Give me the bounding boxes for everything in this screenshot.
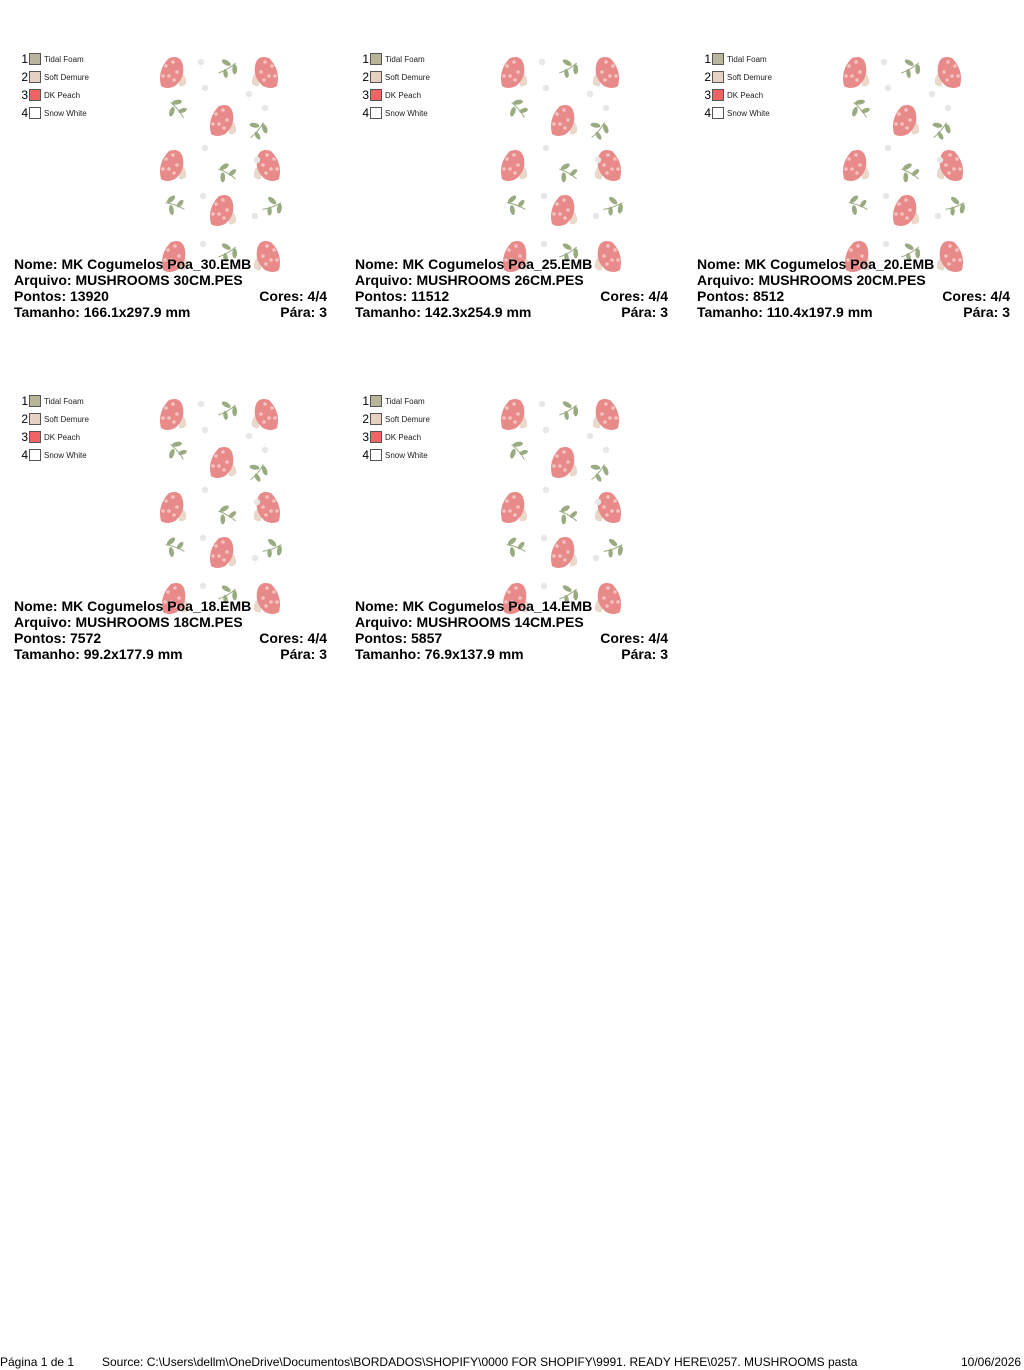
legend-row (361, 392, 430, 410)
color-name: Tidal Foam (385, 54, 425, 64)
leaf-sprig-icon (600, 192, 627, 219)
color-number: 2 (704, 70, 711, 84)
dot-icon (200, 535, 206, 541)
legend-row (361, 104, 430, 122)
mushroom-icon (254, 150, 280, 181)
color-name: DK Peach (385, 432, 422, 442)
color-number: 1 (21, 52, 28, 66)
dot-icon (935, 213, 941, 219)
color-count: Cores: 4/4 (942, 288, 1010, 304)
dot-icon (200, 241, 206, 247)
mushroom-icon (843, 57, 869, 88)
leaf-sprig-icon (584, 115, 613, 144)
color-swatch (712, 53, 724, 65)
color-name: Tidal Foam (44, 54, 84, 64)
dot-icon (202, 487, 208, 493)
color-number: 3 (21, 88, 28, 102)
color-swatch (370, 431, 382, 443)
design-name: Nome: MK Cogumelos Poa_30.EMB (14, 256, 252, 272)
stop-count: Pára: 3 (621, 646, 668, 662)
dot-icon (198, 401, 204, 407)
leaf-sprig-icon (844, 192, 871, 219)
color-name: Soft Demure (44, 414, 89, 424)
color-number: 2 (21, 412, 28, 426)
color-name: Tidal Foam (385, 396, 425, 406)
legend-row (20, 68, 89, 86)
color-number: 1 (704, 52, 711, 66)
legend-row (703, 50, 772, 68)
design-name: Nome: MK Cogumelos Poa_20.EMB (697, 256, 935, 272)
dot-icon (929, 91, 935, 97)
color-swatch (29, 449, 41, 461)
color-legend (20, 392, 89, 464)
mushroom-icon (210, 447, 236, 478)
legend-row (361, 446, 430, 464)
mushroom-icon (210, 195, 236, 226)
legend-row (20, 104, 89, 122)
leaf-sprig-icon (502, 534, 529, 561)
mushroom-icon (551, 195, 577, 226)
leaf-sprig-icon (926, 115, 955, 144)
mushroom-icon (210, 105, 236, 136)
mushroom-icon (893, 195, 919, 226)
design-file: Arquivo: MUSHROOMS 30CM.PES (14, 272, 243, 288)
design-card-3 (697, 24, 1012, 324)
dot-icon (541, 583, 547, 589)
dot-icon (543, 427, 549, 433)
design-card-5 (355, 366, 670, 666)
design-name: Nome: MK Cogumelos Poa_18.EMB (14, 598, 252, 614)
color-number: 4 (21, 106, 28, 120)
color-swatch (370, 89, 382, 101)
leaf-sprig-icon (213, 54, 241, 83)
color-swatch (29, 107, 41, 119)
mushroom-icon (501, 57, 527, 88)
legend-row (20, 410, 89, 428)
stop-count: Pára: 3 (621, 304, 668, 320)
dot-icon (539, 401, 545, 407)
legend-row (20, 50, 89, 68)
mushroom-icon (160, 57, 186, 88)
leaf-sprig-icon (896, 54, 924, 83)
leaf-sprig-icon (243, 457, 272, 486)
color-swatch (29, 53, 41, 65)
mushroom-icon (254, 492, 280, 523)
dot-icon (254, 157, 260, 163)
mushroom-icon (210, 537, 236, 568)
dot-icon (200, 193, 206, 199)
color-number: 4 (362, 448, 369, 462)
leaf-sprig-icon (243, 115, 272, 144)
color-name: Tidal Foam (44, 396, 84, 406)
design-info (697, 256, 1010, 320)
legend-row (361, 50, 430, 68)
mushroom-icon (551, 105, 577, 136)
design-name: Nome: MK Cogumelos Poa_25.EMB (355, 256, 593, 272)
mushroom-icon (551, 447, 577, 478)
color-number: 1 (362, 394, 369, 408)
color-name: Soft Demure (385, 414, 430, 424)
dot-icon (254, 499, 260, 505)
design-file: Arquivo: MUSHROOMS 18CM.PES (14, 614, 243, 630)
design-card-4 (14, 366, 329, 666)
color-swatch (370, 107, 382, 119)
design-file: Arquivo: MUSHROOMS 26CM.PES (355, 272, 584, 288)
dot-icon (541, 241, 547, 247)
dot-icon (883, 241, 889, 247)
leaf-sprig-icon (503, 437, 532, 466)
dot-icon (541, 193, 547, 199)
dot-icon (587, 91, 593, 97)
color-name: DK Peach (44, 90, 81, 100)
mushroom-icon (593, 399, 619, 430)
mushroom-icon (593, 57, 619, 88)
color-number: 4 (704, 106, 711, 120)
dot-icon (202, 85, 208, 91)
legend-row (703, 68, 772, 86)
leaf-sprig-icon (161, 534, 188, 561)
legend-row (361, 86, 430, 104)
dot-icon (252, 213, 258, 219)
mushroom-icon (843, 150, 869, 181)
mushroom-icon (937, 150, 963, 181)
dot-icon (202, 145, 208, 151)
dot-icon (603, 447, 609, 453)
color-count: Cores: 4/4 (259, 630, 327, 646)
print-date: 10/06/2026 (961, 1355, 1022, 1369)
mushroom-icon (160, 399, 186, 430)
mushroom-icon (595, 492, 621, 523)
color-number: 2 (362, 70, 369, 84)
dot-icon (246, 433, 252, 439)
design-file: Arquivo: MUSHROOMS 14CM.PES (355, 614, 584, 630)
mushroom-icon (935, 57, 961, 88)
design-info (14, 256, 327, 320)
dot-icon (198, 59, 204, 65)
color-swatch (712, 89, 724, 101)
leaf-sprig-icon (845, 95, 874, 124)
leaf-sprig-icon (162, 437, 191, 466)
color-name: Tidal Foam (727, 54, 767, 64)
leaf-sprig-icon (554, 502, 582, 531)
dot-icon (593, 213, 599, 219)
color-name: Snow White (385, 108, 428, 118)
color-number: 3 (704, 88, 711, 102)
leaf-sprig-icon (259, 534, 286, 561)
stop-count: Pára: 3 (280, 646, 327, 662)
leaf-sprig-icon (554, 396, 582, 425)
legend-row (20, 446, 89, 464)
leaf-sprig-icon (554, 54, 582, 83)
color-name: DK Peach (727, 90, 764, 100)
color-swatch (370, 395, 382, 407)
dot-icon (885, 85, 891, 91)
source-path: Source: C:\Users\dellm\OneDrive\Documentos\BORDADOS\SHOPIFY\0000 FOR SHOPIFY\9991. READY HERE\0257. MUSHROOMS pasta (102, 1355, 858, 1369)
color-number: 1 (362, 52, 369, 66)
color-name: Soft Demure (727, 72, 772, 82)
color-name: DK Peach (385, 90, 422, 100)
stitch-count: Pontos: 11512 (355, 288, 450, 304)
stitch-count: Pontos: 7572 (14, 630, 102, 646)
design-card-1 (14, 24, 329, 324)
leaf-sprig-icon (213, 396, 241, 425)
legend-row (703, 104, 772, 122)
design-size: Tamanho: 99.2x177.9 mm (14, 646, 183, 662)
dot-icon (883, 193, 889, 199)
stop-count: Pára: 3 (280, 304, 327, 320)
mushroom-icon (501, 492, 527, 523)
design-name: Nome: MK Cogumelos Poa_14.EMB (355, 598, 593, 614)
leaf-sprig-icon (161, 192, 188, 219)
color-count: Cores: 4/4 (600, 288, 668, 304)
color-legend (20, 50, 89, 122)
dot-icon (262, 447, 268, 453)
stitch-count: Pontos: 5857 (355, 630, 443, 646)
design-thumbnail (498, 48, 636, 278)
color-swatch (712, 71, 724, 83)
legend-row (361, 68, 430, 86)
dot-icon (543, 85, 549, 91)
color-number: 3 (362, 88, 369, 102)
legend-row (361, 428, 430, 446)
dot-icon (252, 555, 258, 561)
dot-icon (543, 487, 549, 493)
color-number: 2 (362, 412, 369, 426)
color-swatch (712, 107, 724, 119)
color-swatch (29, 413, 41, 425)
color-swatch (29, 431, 41, 443)
color-number: 3 (362, 430, 369, 444)
leaf-sprig-icon (600, 534, 627, 561)
color-legend (703, 50, 772, 122)
leaf-sprig-icon (503, 95, 532, 124)
color-name: Snow White (727, 108, 770, 118)
dot-icon (937, 157, 943, 163)
color-name: DK Peach (44, 432, 81, 442)
color-swatch (370, 413, 382, 425)
leaf-sprig-icon (502, 192, 529, 219)
dot-icon (202, 427, 208, 433)
dot-icon (200, 583, 206, 589)
design-info (14, 598, 327, 662)
mushroom-icon (551, 537, 577, 568)
design-size: Tamanho: 166.1x297.9 mm (14, 304, 191, 320)
leaf-sprig-icon (584, 457, 613, 486)
color-name: Soft Demure (385, 72, 430, 82)
color-legend (361, 392, 430, 464)
dot-icon (593, 555, 599, 561)
leaf-sprig-icon (896, 160, 924, 189)
stitch-count: Pontos: 13920 (14, 288, 109, 304)
color-number: 2 (21, 70, 28, 84)
leaf-sprig-icon (259, 192, 286, 219)
mushroom-icon (160, 150, 186, 181)
legend-row (20, 392, 89, 410)
design-thumbnail (157, 48, 295, 278)
leaf-sprig-icon (213, 502, 241, 531)
color-legend (361, 50, 430, 122)
color-number: 4 (21, 448, 28, 462)
dot-icon (246, 91, 252, 97)
legend-row (20, 428, 89, 446)
dot-icon (539, 59, 545, 65)
design-thumbnail (157, 390, 295, 620)
color-number: 1 (21, 394, 28, 408)
design-thumbnail (840, 48, 978, 278)
design-size: Tamanho: 142.3x254.9 mm (355, 304, 532, 320)
legend-row (703, 86, 772, 104)
color-count: Cores: 4/4 (259, 288, 327, 304)
mushroom-icon (501, 150, 527, 181)
mushroom-icon (501, 399, 527, 430)
leaf-sprig-icon (554, 160, 582, 189)
dot-icon (603, 105, 609, 111)
color-count: Cores: 4/4 (600, 630, 668, 646)
mushroom-icon (160, 492, 186, 523)
stitch-count: Pontos: 8512 (697, 288, 785, 304)
color-swatch (370, 71, 382, 83)
color-swatch (29, 395, 41, 407)
page-number: Página 1 de 1 (0, 1355, 75, 1369)
design-card-2 (355, 24, 670, 324)
design-size: Tamanho: 76.9x137.9 mm (355, 646, 524, 662)
color-swatch (370, 449, 382, 461)
leaf-sprig-icon (213, 160, 241, 189)
dot-icon (543, 145, 549, 151)
design-size: Tamanho: 110.4x197.9 mm (697, 304, 873, 320)
color-name: Snow White (44, 108, 87, 118)
dot-icon (262, 105, 268, 111)
page-footer (0, 1354, 1024, 1370)
dot-icon (595, 157, 601, 163)
color-swatch (29, 89, 41, 101)
color-name: Soft Demure (44, 72, 89, 82)
leaf-sprig-icon (942, 192, 969, 219)
leaf-sprig-icon (162, 95, 191, 124)
mushroom-icon (595, 150, 621, 181)
dot-icon (595, 499, 601, 505)
dot-icon (541, 535, 547, 541)
mushroom-icon (252, 399, 278, 430)
stop-count: Pára: 3 (963, 304, 1010, 320)
design-info (355, 598, 668, 662)
mushroom-icon (252, 57, 278, 88)
color-swatch (29, 71, 41, 83)
mushroom-icon (893, 105, 919, 136)
color-number: 4 (362, 106, 369, 120)
design-thumbnail (498, 390, 636, 620)
dot-icon (885, 145, 891, 151)
color-name: Snow White (385, 450, 428, 460)
color-number: 3 (21, 430, 28, 444)
legend-row (361, 410, 430, 428)
legend-row (20, 86, 89, 104)
dot-icon (881, 59, 887, 65)
dot-icon (945, 105, 951, 111)
design-info (355, 256, 668, 320)
color-swatch (370, 53, 382, 65)
dot-icon (587, 433, 593, 439)
design-file: Arquivo: MUSHROOMS 20CM.PES (697, 272, 926, 288)
color-name: Snow White (44, 450, 87, 460)
